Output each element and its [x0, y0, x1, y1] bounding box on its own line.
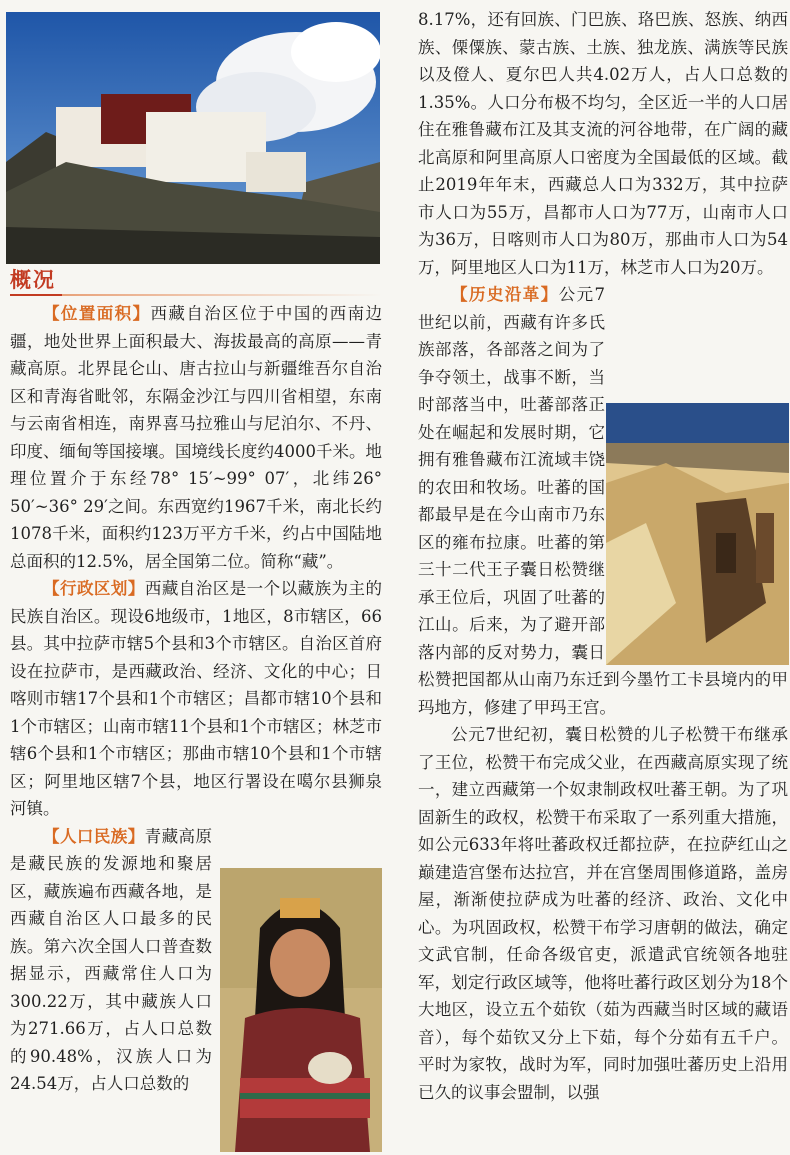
photo-spacer-ruins [605, 403, 788, 661]
population-heading: 【人口民族】 [43, 826, 145, 846]
history-heading: 【历史沿革】 [451, 285, 559, 304]
admin-heading: 【行政区划】 [43, 579, 145, 598]
population-text-1: 青藏高原是藏民族的发源地和聚居区，藏族遍布西藏各地，是西藏自治区人口最多的民族。第六次全国人口普查数据显示，西藏常住人口为300.22万，其中藏族人口为271.66万，占人口总数的90.48%，汉族人口为24.54万，占人口总数的 [10, 826, 213, 1093]
location-paragraph [10, 300, 382, 575]
location-text: 西藏自治区位于中国的西南边疆，地处世界上面积最大、海拔最高的高原——青藏高原。北界昆仑山、唐古拉山与新疆维吾尔自治区和青海省毗邻，东隔金沙江与四川省相望，东南与云南省相连，南界喜马拉雅山与尼泊尔、不丹、印度、缅甸等国接壤。国境线长度约4000千米。地理位置介于东经78° 15′~99° 07′，北纬26° 50′~36° 29′之间。东西宽约1967千米，南北长约1078千米，面积约123万平方千米，约占中国陆地总面积的12.5%，居全国第二位。简称“藏”。 [10, 304, 383, 571]
population-continued: 8.17%，还有回族、门巴族、珞巴族、怒族、纳西族、傈僳族、蒙古族、土族、独龙族、满族等民族以及僜人、夏尔巴人共4.02万人，占人口总数的1.35%。人口分布极不均匀，全区近一半的人口居住在雅鲁藏布江及其支流的河谷地带，在广阔的藏北高原和阿里高原人口密度为全国最低的区域。截止2019年年末，西藏总人口为332万，其中拉萨市人口为55万，昌都市人口为77万，山南市人口为36万，日喀则市人口为80万，那曲市人口为54万，阿里地区人口为11万，林芝市人口为20万。 [418, 10, 788, 277]
title-underline [10, 294, 382, 296]
history-paragraph [418, 281, 788, 721]
history-paragraph-2: 公元7世纪初，囊日松赞的儿子松赞干布继承了王位，松赞干布完成父业，在西藏高原实现了统一，建立西藏第一个奴隶制政权吐蕃王朝。为了巩固新生的政权，松赞干布采取了一系列重大措施，如公元633年将吐蕃政权迁都拉萨，在拉萨红山之巅建造宫堡布达拉宫，并在宫堡周围修道路，盖房屋，渐渐使拉萨成为吐蕃的经济、政治、文化中心。为巩固政权，松赞干布学习唐朝的做法，确定文武官制，任命各级官吏，派遣武官统领各地驻军，划定行政区域等，他将吐蕃行政区划分为18个大地区，设立五个茹钦（茹为西藏当时区域的藏语音），每个茹钦又分上下茹，每个分茹有五千户。平时为家牧，战时为军，同时加强吐蕃历史上沿用已久的议事会盟制，以强 [418, 725, 788, 1102]
location-heading: 【位置面积】 [43, 304, 151, 323]
section-title: 概况 [10, 268, 56, 292]
potala-palace-photo [6, 12, 380, 264]
admin-paragraph [10, 575, 382, 823]
right-column [418, 6, 788, 1106]
left-column [10, 300, 382, 1111]
history-text: 公元7世纪以前，西藏有许多氏族部落，各部落之间为了争夺领土，战事不断，当时部落当中，吐蕃部落正处在崛起和发展时期，它拥有雅鲁藏布江流域丰饶的农田和牧场。吐蕃的国都最早是在今山南市乃东区的雍布拉康。吐蕃的第三十二代王子囊日松赞继承王位后，巩固了吐蕃的江山。后来，为了避开部落内部的反对势力，囊日松赞把国都从山南乃东迁到今墨竹工卡县境内的甲玛地方，修建了甲玛王宫。 [418, 285, 788, 717]
photo-spacer [212, 827, 382, 1111]
admin-text: 西藏自治区是一个以藏族为主的民族自治区。现设6地级市，1地区，8市辖区，66县。其中拉萨市辖5个县和3个市辖区。自治区首府设在拉萨市，是西藏政治、经济、文化的中心；日喀则市辖17个县和1个市辖区；昌都市辖10个县和1个市辖区；山南市辖11个县和1个市辖区；林芝市辖6个县和1个市辖区；那曲市辖10个县和1个市辖区；阿里地区辖7个县，地区行署设在噶尔县狮泉河镇。 [10, 579, 383, 818]
